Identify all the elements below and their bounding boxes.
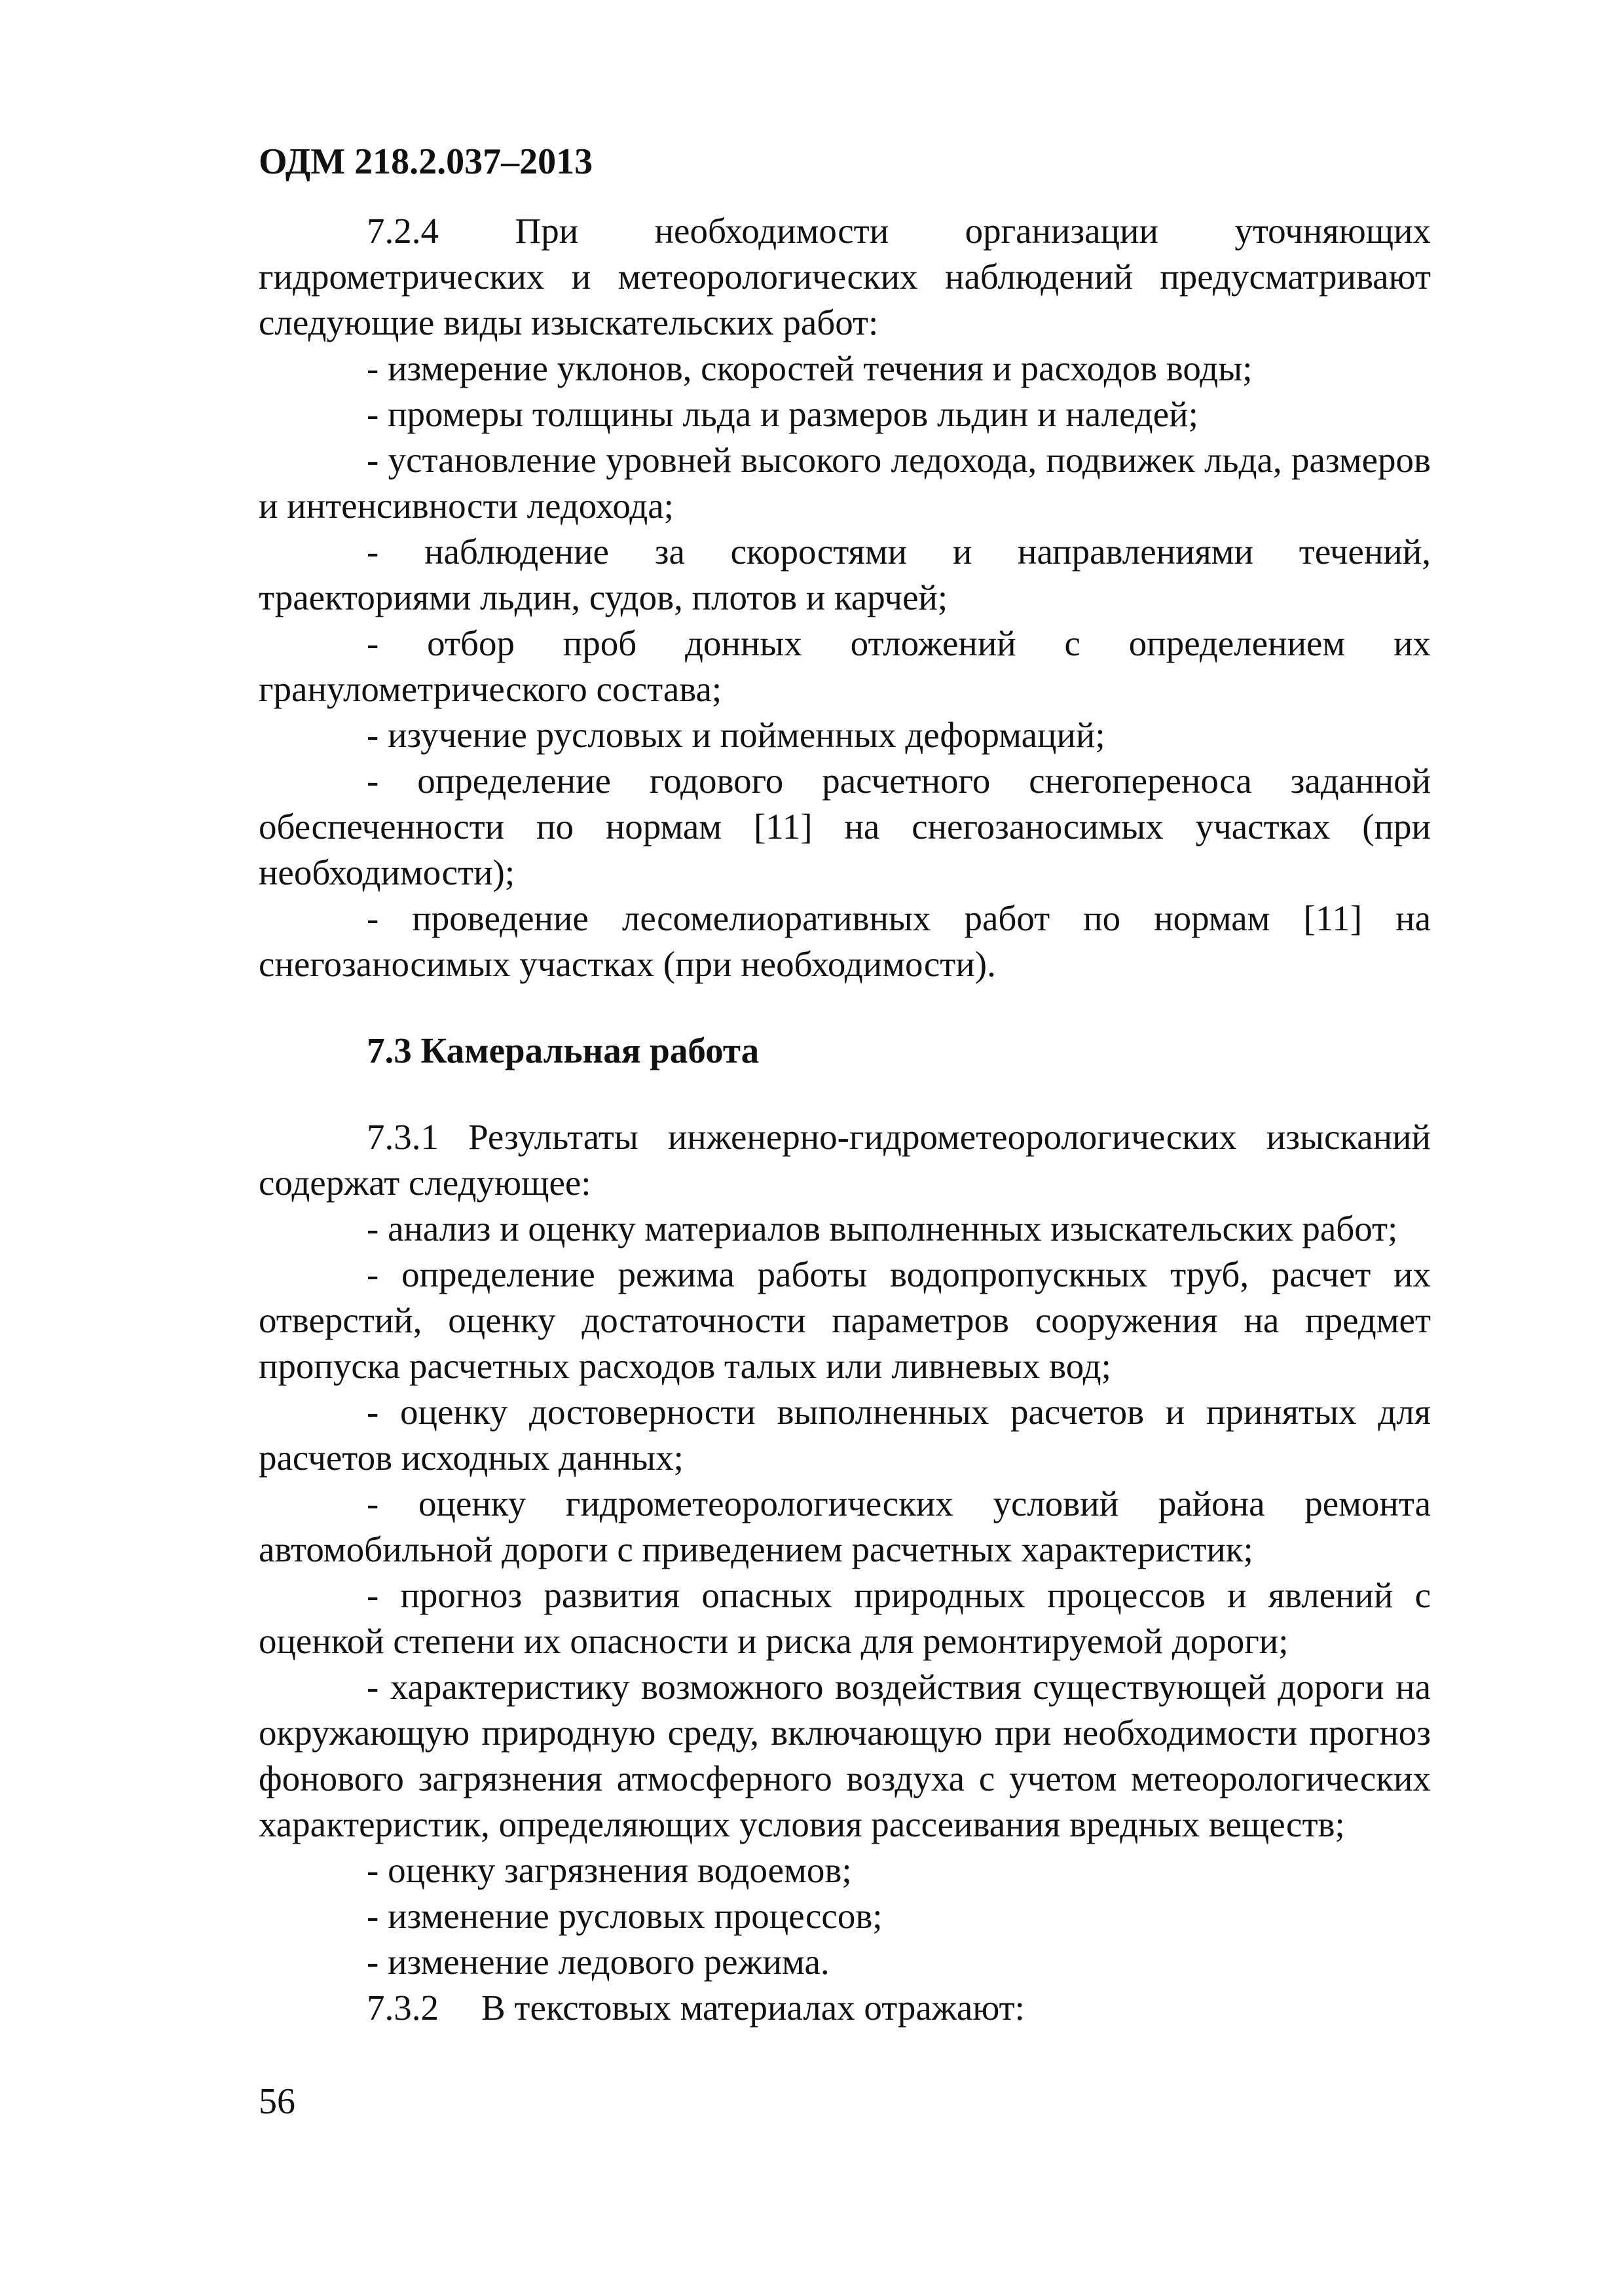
- list-7-3-1: [259, 1206, 1431, 1985]
- list-item: - определение режима работы водопропускных труб, расчет их отверстий, оценку достаточности параметров сооружения на предмет пропуска расчетных расходов талых или ливневых вод;: [259, 1254, 1431, 1386]
- list-item: - наблюдение за скоростями и направлениями течений, траекториями льдин, судов, плотов и карчей;: [259, 532, 1431, 617]
- list-item: - изменение русловых процессов;: [367, 1896, 883, 1936]
- paragraph-7-2-4: 7.2.4 При необходимости организации уточняющих гидрометрических и метеорологических наблюдений предусматривают следующие виды изыскательских работ:: [259, 211, 1431, 342]
- list-item: - оценку гидрометеорологических условий района ремонта автомобильной дороги с приведением расчетных характеристик;: [259, 1484, 1431, 1569]
- page-number: 56: [259, 2081, 295, 2122]
- section-heading-7-3: 7.3 Камеральная работа: [367, 1030, 760, 1070]
- list-item: - установление уровней высокого ледохода, подвижек льда, размеров и интенсивности ледохода;: [259, 440, 1431, 526]
- list-item: - оценку достоверности выполненных расчетов и принятых для расчетов исходных данных;: [259, 1392, 1431, 1478]
- list-item: - характеристику возможного воздействия существующей дороги на окружающую природную среду, включающую при необходимости прогноз фонового загрязнения атмосферного воздуха с учетом метеорологических характеристик, определяющих условия рассеивания вредных веществ;: [259, 1667, 1431, 1844]
- list-7-2-4: [259, 346, 1431, 987]
- document-body: [259, 208, 1431, 2031]
- list-item: - изменение ледового режима.: [367, 1942, 830, 1982]
- paragraph-7-3-1: 7.3.1 Результаты инженерно-гидрометеорологических изысканий содержат следующее:: [259, 1117, 1431, 1203]
- clause-text: В текстовых материалах отражают:: [481, 1988, 1025, 2028]
- clause-number: 7.3.2: [367, 1988, 439, 2028]
- document-code: ОДМ 218.2.037–2013: [259, 141, 593, 182]
- list-item: - оценку загрязнения водоемов;: [367, 1850, 852, 1890]
- list-item: - анализ и оценку материалов выполненных изыскательских работ;: [367, 1209, 1398, 1248]
- list-item: - промеры толщины льда и размеров льдин и наледей;: [367, 394, 1198, 434]
- list-item: - прогноз развития опасных природных процессов и явлений с оценкой степени их опасности и риска для ремонтируемой дороги;: [259, 1575, 1431, 1661]
- list-item: - измерение уклонов, скоростей течения и расходов воды;: [367, 348, 1253, 388]
- list-item: - определение годового расчетного снегопереноса заданной обеспеченности по нормам [11] на снегозаносимых участках (при необходимости);: [259, 761, 1431, 892]
- list-item: - проведение лесомелиоративных работ по нормам [11] на снегозаносимых участках (при необходимости).: [259, 898, 1431, 984]
- paragraph-7-3-2: [259, 1985, 1431, 2031]
- list-item: - отбор проб донных отложений с определением их гранулометрического состава;: [259, 623, 1431, 709]
- list-item: - изучение русловых и пойменных деформаций;: [367, 715, 1105, 755]
